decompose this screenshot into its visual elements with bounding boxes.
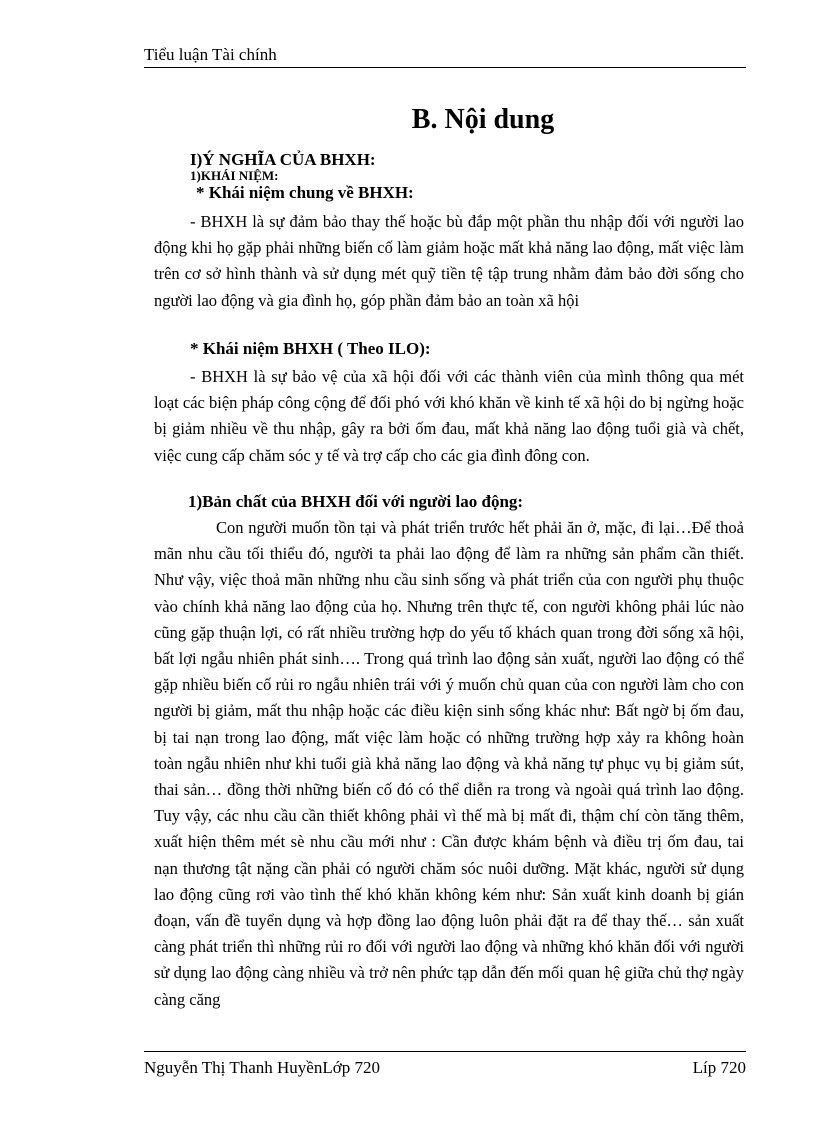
footer-class: Líp 720 <box>692 1058 746 1077</box>
nature-heading: 1)Bản chất của BHXH đối với người lao động: <box>188 492 524 511</box>
subsection-heading: 1)KHÁI NIỆM: <box>190 168 279 183</box>
footer-author: Nguyễn Thị Thanh HuyềnLớp 720 <box>144 1058 380 1077</box>
concept-ilo-heading: * Khái niệm BHXH ( Theo ILO): <box>190 339 431 358</box>
section-heading: I)Ý NGHĨA CỦA BHXH: <box>190 150 376 169</box>
nature-paragraph: Con người muốn tồn tại và phát triển trước hết phải ăn ở, mặc, đi lại…Để thoả mãn nhu cầu tối thiểu đó, người ta phải lao động để làm ra những sản phẩm cần thiết. Như vậy, việc thoả mãn những nhu cầu sinh sống và phát triển của con người phụ thuộc vào chính khả năng lao động của họ. Nhưng trên thực tế, con người không phải lúc nào cũng gặp thuận lợi, có rất nhiều trường hợp do yếu tố khách quan trong đời sống xã hội, bất lợi ngẫu nhiên phát sinh…. Trong quá trình lao động sản xuất, người lao động có thể gặp nhiều biến cố rủi ro ngẫu nhiên trái với ý muốn chủ quan của con người làm cho con người bị giảm, mất thu nhập hoặc các điều kiện sinh sống khác như: Bất ngờ bị ốm đau, bị tai nạn trong lao động, mất việc làm hoặc có những trường hợp xảy ra không hoàn toàn ngẫu nhiên như khi tuổi già khả năng lao động và khả năng tự phục vụ bị giảm sút, thai sản… đồng thời những biến cố đó có thể diễn ra trong và ngoài quá trình lao động. Tuy vậy, các nhu cầu cần thiết không phải vì thế mà bị mất đi, thậm chí còn tăng thêm, xuất hiện thêm mét sè nhu cầu mới như : Cần được khám bệnh và điều trị ốm đau, tai nạn thương tật nặng cần phải có người chăm sóc nuôi dưỡng. Mặt khác, người sử dụng lao động cũng rơi vào tình thế khó khăn không kém như: Sản xuất kinh doanh bị gián đoạn, vấn đề tuyển dụng và hợp đồng lao động luôn phải đặt ra để thay thế… sản xuất càng phát triển thì những rủi ro đối với người lao động và những khó khăn đối với người sử dụng lao động càng nhiều và trở nên phức tạp dẫn đến mối quan hệ giữa chủ thợ ngày càng căng <box>154 518 744 1009</box>
concept-general-paragraph: - BHXH là sự đảm bảo thay thế hoặc bù đắp một phần thu nhập đối với người lao động khi họ gặp phải những biến cố làm giảm hoặc mất khả năng lao động, mất việc làm trên cơ sở hình thành và sử dụng mét quỹ tiền tệ tập trung nhằm đảm bảo đời sống cho người lao động và gia đình họ, góp phần đảm bảo an toàn xã hội <box>154 212 744 310</box>
page-header: Tiểu luận Tài chính <box>144 44 746 68</box>
page-title: B. Nội dung <box>411 104 555 135</box>
concept-general-heading: * Khái niệm chung về BHXH: <box>196 183 414 202</box>
concept-ilo-paragraph: - BHXH là sự bảo vệ của xã hội đối với các thành viên của mình thông qua mét loạt các biện pháp công cộng để đối phó với khó khăn về kinh tế xã hội do bị ngừng hoặc bị giảm nhiều về thu nhập, gây ra bởi ốm đau, mất khả năng lao động tuổi già và chết, việc cung cấp chăm sóc y tế và trợ cấp cho các gia đình đông con. <box>154 367 744 465</box>
page-footer <box>144 1051 746 1078</box>
